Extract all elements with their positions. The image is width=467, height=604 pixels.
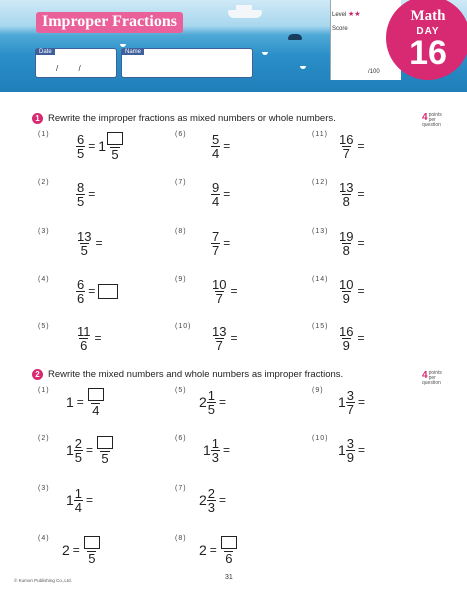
whole-number: 1 xyxy=(203,442,211,458)
level-indicator xyxy=(332,10,361,18)
fraction xyxy=(346,437,355,464)
whole-number: 2 xyxy=(199,492,207,508)
problem-label: (2) xyxy=(38,435,50,442)
equals-sign: = xyxy=(357,331,365,345)
denominator: 9 xyxy=(346,449,355,465)
fraction xyxy=(76,181,85,208)
numerator: 7 xyxy=(212,228,220,244)
whole-number: 2 xyxy=(199,542,207,558)
numerator: 1 xyxy=(211,435,220,451)
numerator: 16 xyxy=(339,131,354,147)
numerator: 6 xyxy=(77,131,85,147)
problem-label: (3) xyxy=(38,485,50,492)
problem-label: (4) xyxy=(38,276,50,283)
score-label: Score xyxy=(332,26,348,32)
fraction xyxy=(211,437,220,464)
name-label: Name xyxy=(122,49,144,55)
fraction xyxy=(211,133,220,160)
whole-number: 1 xyxy=(66,394,74,410)
whale-illustration xyxy=(288,34,302,40)
numerator: 9 xyxy=(212,179,220,195)
denominator: 6 xyxy=(225,550,233,566)
problem-label: (5) xyxy=(38,323,50,330)
fraction xyxy=(338,133,354,160)
points-text: points xyxy=(428,112,442,118)
page-title: Improper Fractions xyxy=(36,12,183,33)
fraction xyxy=(338,325,354,352)
problem-label: (6) xyxy=(175,131,187,138)
copyright: © Kumon Publishing Co.,Ltd. xyxy=(14,578,72,583)
equals-sign: = xyxy=(223,139,231,153)
equals-sign: = xyxy=(86,443,94,457)
section-number: 2 xyxy=(32,369,43,380)
equals-sign: = xyxy=(357,284,365,298)
denominator: 9 xyxy=(342,337,350,353)
answer-box[interactable] xyxy=(84,536,100,549)
answer-box[interactable] xyxy=(88,388,104,401)
denominator: 3 xyxy=(211,449,220,465)
whole-number: 1 xyxy=(66,492,74,508)
level-label: Level xyxy=(332,12,347,18)
denominator: 4 xyxy=(74,499,83,515)
day-badge xyxy=(386,0,467,80)
whole-number: 2 xyxy=(62,542,70,558)
numerator: 13 xyxy=(339,179,354,195)
denominator: 7 xyxy=(346,401,355,417)
denominator: 5 xyxy=(80,242,88,258)
numerator: 13 xyxy=(77,228,92,244)
fraction xyxy=(338,278,354,305)
fraction xyxy=(338,230,354,257)
fraction xyxy=(211,278,227,305)
whole-number: 2 xyxy=(199,394,207,410)
equals-sign: = xyxy=(223,236,231,250)
section-1-heading xyxy=(32,113,336,124)
equals-sign: = xyxy=(86,493,94,507)
equals-sign: = xyxy=(72,543,80,557)
numerator: 3 xyxy=(346,387,355,403)
points-text: points xyxy=(428,370,442,376)
problem-label: (1) xyxy=(38,131,50,138)
points-value: 4 xyxy=(422,370,428,381)
fraction xyxy=(74,487,83,514)
fraction xyxy=(207,389,216,416)
equals-sign: = xyxy=(223,443,231,457)
denominator: 5 xyxy=(111,146,119,162)
equals-sign: = xyxy=(357,187,365,201)
numerator: 2 xyxy=(207,485,216,501)
fraction xyxy=(76,230,92,257)
denominator: 5 xyxy=(207,401,216,417)
equals-sign: = xyxy=(358,443,366,457)
equals-sign: = xyxy=(230,331,238,345)
numerator: 19 xyxy=(339,228,354,244)
equals-sign: = xyxy=(88,187,96,201)
problem-label: (14) xyxy=(312,276,329,283)
page-number: 31 xyxy=(225,574,233,581)
problem-label: (13) xyxy=(312,228,329,235)
numerator: 6 xyxy=(77,276,85,292)
numerator: 16 xyxy=(339,323,354,339)
equals-sign: = xyxy=(358,395,366,409)
equals-sign: = xyxy=(94,331,102,345)
fraction xyxy=(211,325,227,352)
score-max: /100 xyxy=(368,69,380,75)
numerator: 10 xyxy=(339,276,354,292)
problem-label: (8) xyxy=(175,228,187,235)
equals-sign: = xyxy=(357,236,365,250)
equals-sign: = xyxy=(219,493,227,507)
badge-subject: Math xyxy=(410,8,446,24)
equals-sign: = xyxy=(230,284,238,298)
whole-number: 1 xyxy=(66,442,74,458)
answer-box[interactable] xyxy=(107,132,123,145)
badge-number: 16 xyxy=(409,34,447,72)
denominator: 4 xyxy=(212,193,220,209)
numerator: 11 xyxy=(77,323,91,339)
problem-label: (1) xyxy=(38,387,50,394)
answer-fraction xyxy=(106,132,124,161)
points-text: per question xyxy=(422,375,441,386)
answer-box[interactable] xyxy=(221,536,237,549)
whole-number: 1 xyxy=(338,394,346,410)
denominator: 6 xyxy=(77,290,85,306)
ship-illustration xyxy=(228,10,262,18)
section-instruction: Rewrite the improper fractions as mixed numbers or whole numbers. xyxy=(48,113,336,125)
problem-label: (7) xyxy=(175,485,187,492)
date-field[interactable] xyxy=(35,48,117,78)
points-text: per question xyxy=(422,117,441,128)
numerator: 5 xyxy=(212,131,220,147)
problem-label: (6) xyxy=(175,435,187,442)
answer-box[interactable] xyxy=(97,436,113,449)
denominator: 3 xyxy=(207,499,216,515)
problem-label: (4) xyxy=(38,535,50,542)
answer-fraction xyxy=(83,536,101,565)
denominator: 9 xyxy=(342,290,350,306)
denominator: 5 xyxy=(77,193,85,209)
denominator: 8 xyxy=(342,242,350,258)
fraction xyxy=(76,325,92,352)
date-value: / / xyxy=(56,64,81,73)
denominator: 7 xyxy=(215,337,223,353)
problem-label: (15) xyxy=(312,323,329,330)
fraction xyxy=(76,278,85,305)
fraction xyxy=(346,389,355,416)
section-number: 1 xyxy=(32,113,43,124)
answer-box[interactable] xyxy=(98,284,118,299)
equals-sign: = xyxy=(76,395,84,409)
numerator: 1 xyxy=(207,387,216,403)
numerator: 13 xyxy=(212,323,227,339)
fraction xyxy=(211,181,220,208)
problem-label: (7) xyxy=(175,179,187,186)
date-label: Date xyxy=(36,49,55,55)
problem-label: (2) xyxy=(38,179,50,186)
problem-label: (11) xyxy=(312,131,328,138)
fraction xyxy=(74,437,83,464)
whole-number: 1 xyxy=(98,138,107,154)
answer-fraction xyxy=(87,388,105,417)
header-banner xyxy=(0,0,467,92)
denominator: 4 xyxy=(92,402,100,418)
problem-label: (5) xyxy=(175,387,187,394)
problem-label: (10) xyxy=(175,323,192,330)
problem-label: (12) xyxy=(312,179,329,186)
fraction xyxy=(207,487,216,514)
denominator: 7 xyxy=(212,242,220,258)
denominator: 5 xyxy=(101,450,109,466)
numerator: 1 xyxy=(74,485,83,501)
denominator: 5 xyxy=(74,449,83,465)
equals-sign: = xyxy=(357,139,365,153)
denominator: 6 xyxy=(80,337,88,353)
badge-day: DAY xyxy=(416,26,440,37)
equals-sign: = xyxy=(219,395,227,409)
equals-sign: = xyxy=(95,236,103,250)
star-icon: ★★ xyxy=(348,11,361,18)
problem-label: (9) xyxy=(175,276,187,283)
denominator: 7 xyxy=(342,145,350,161)
answer-fraction xyxy=(96,436,114,465)
numerator: 3 xyxy=(346,435,355,451)
points-value: 4 xyxy=(422,112,428,123)
problem-label: (3) xyxy=(38,228,50,235)
fraction xyxy=(211,230,220,257)
denominator: 4 xyxy=(212,145,220,161)
section-instruction: Rewrite the mixed numbers and whole numbers as improper fractions. xyxy=(48,369,344,381)
equals-sign: = xyxy=(88,139,96,153)
fraction xyxy=(338,181,354,208)
denominator: 5 xyxy=(88,550,96,566)
section-2-heading xyxy=(32,369,343,380)
equals-sign: = xyxy=(223,187,231,201)
numerator: 2 xyxy=(74,435,83,451)
fraction xyxy=(76,133,85,160)
denominator: 7 xyxy=(215,290,223,306)
problem-label: (10) xyxy=(312,435,329,442)
points-note xyxy=(422,113,450,128)
points-note xyxy=(422,371,450,386)
equals-sign: = xyxy=(88,284,96,298)
numerator: 10 xyxy=(212,276,227,292)
name-field[interactable] xyxy=(121,48,253,78)
numerator: 8 xyxy=(77,179,85,195)
answer-fraction xyxy=(220,536,238,565)
whole-number: 1 xyxy=(338,442,346,458)
problem-label: (8) xyxy=(175,535,187,542)
problem-expression xyxy=(76,131,124,161)
denominator: 5 xyxy=(77,145,85,161)
denominator: 8 xyxy=(342,193,350,209)
problem-label: (9) xyxy=(312,387,324,394)
equals-sign: = xyxy=(209,543,217,557)
